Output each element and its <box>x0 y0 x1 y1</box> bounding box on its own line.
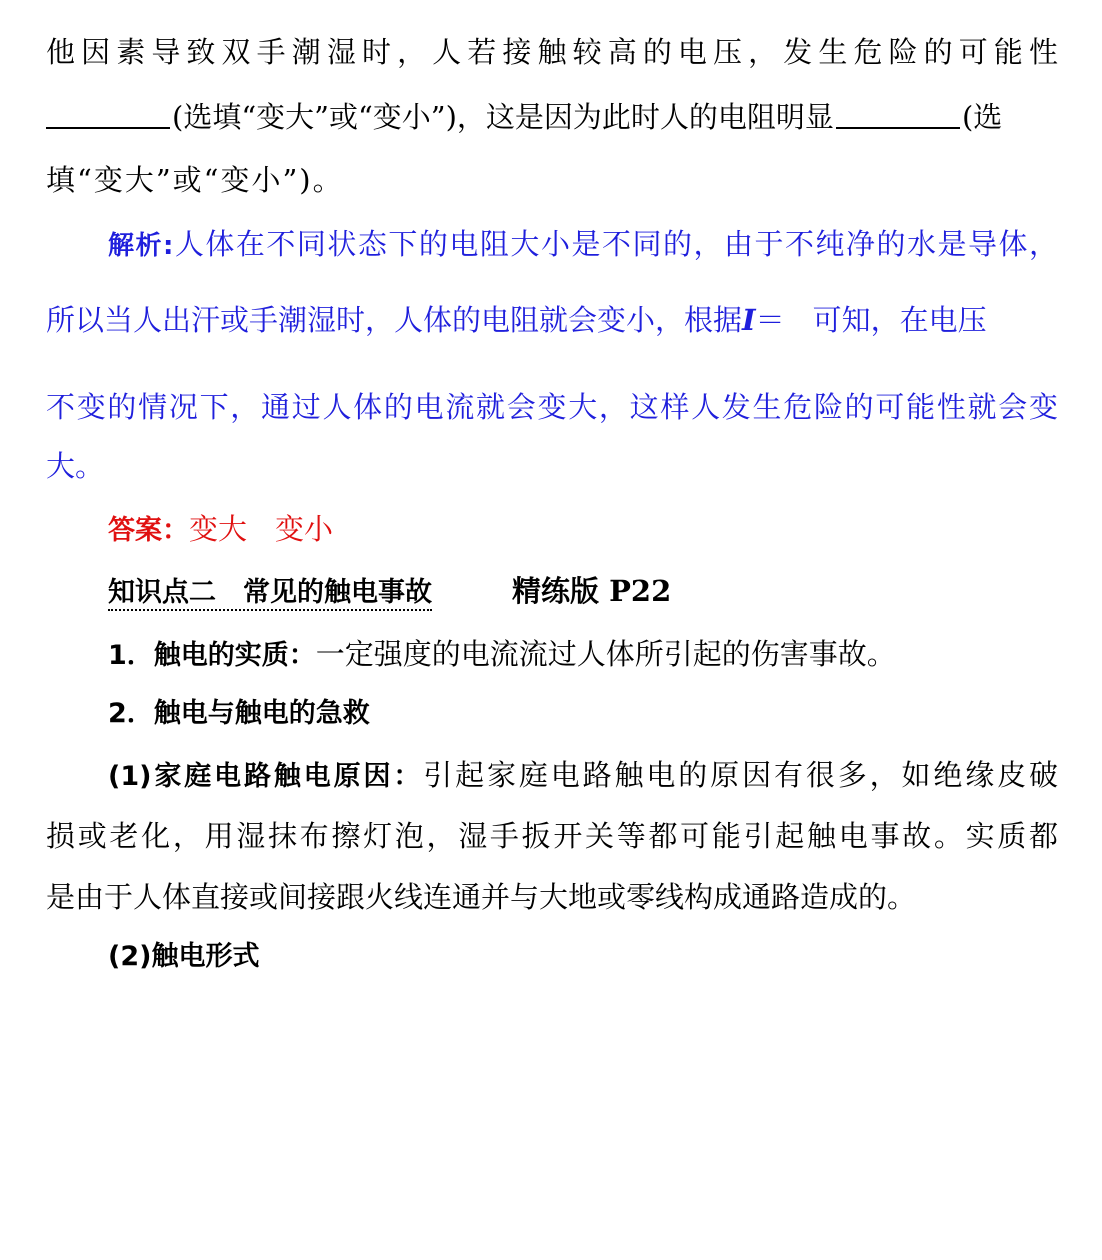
knowledge-point-title[interactable]: 知识点二 常见的触电事故 <box>108 577 432 611</box>
knowledge-point-ref: 精练版 P22 <box>512 574 672 608</box>
question-line-3 <box>46 160 1058 200</box>
analysis-text-1: 人体在不同状态下的电阻大小是不同的，由于不纯净的水是导体， <box>173 227 1058 261</box>
sub-2-line <box>108 937 1058 977</box>
question-text-2-end: (选 <box>961 100 1003 134</box>
sub-1-text-2: 损或老化，用湿抹布擦灯泡，湿手扳开关等都可能引起触电事故。实质都 <box>46 819 1058 853</box>
analysis-text-2-post: 可知，在电压 <box>812 303 987 337</box>
analysis-line-2 <box>46 300 1058 340</box>
answer-value-2: 变小 <box>275 512 334 546</box>
question-line-1 <box>46 32 1058 72</box>
answer-value-1: 变大 <box>189 512 248 546</box>
formula-equals: ＝ <box>755 303 785 337</box>
item-2-label: 2．触电与触电的急救 <box>108 698 370 729</box>
item-1-text: 一定强度的电流流过人体所引起的伤害事故。 <box>315 637 896 671</box>
analysis-text-4: 大。 <box>46 449 105 483</box>
sub-1-label: (1)家庭电路触电原因： <box>108 761 424 792</box>
sub-1-text-1: 引起家庭电路触电的原因有很多，如绝缘皮破 <box>423 758 1058 792</box>
question-line-2 <box>46 97 1058 137</box>
item-2-line <box>108 694 1058 734</box>
analysis-line-1 <box>108 224 1058 266</box>
sub-1-line-3 <box>46 877 1058 917</box>
item-1-label: 1．触电的实质： <box>108 640 316 671</box>
sub-1-line-2 <box>46 816 1058 856</box>
analysis-line-4 <box>46 446 1058 486</box>
answer-blank-1[interactable] <box>46 99 170 129</box>
formula-variable: I <box>742 303 756 337</box>
question-text-3: 填“变大”或“变小”)。 <box>46 163 344 197</box>
analysis-text-2: 所以当人出汗或手潮湿时，人体的电阻就会变小，根据 <box>46 303 743 337</box>
question-text-2: (选填“变大”或“变小”)，这是因为此时人的电阻明显 <box>172 100 834 134</box>
answer-line <box>108 509 1058 551</box>
question-text-1: 他因素导致双手潮湿时，人若接触较高的电压，发生危险的可能性 <box>46 35 1058 69</box>
analysis-label: 解析: <box>108 231 174 261</box>
sub-1-line-1 <box>108 755 1058 797</box>
answer-label: 答案： <box>108 515 189 546</box>
item-1-line <box>108 634 1058 676</box>
sub-1-text-3: 是由于人体直接或间接跟火线连通并与大地或零线构成通路造成的。 <box>46 880 917 914</box>
analysis-line-3 <box>46 387 1058 427</box>
sub-2-label: (2)触电形式 <box>108 941 260 972</box>
knowledge-point-heading <box>108 571 1058 613</box>
analysis-text-3: 不变的情况下，通过人体的电流就会变大，这样人发生危险的可能性就会变 <box>46 390 1058 424</box>
answer-blank-2[interactable] <box>836 99 960 129</box>
